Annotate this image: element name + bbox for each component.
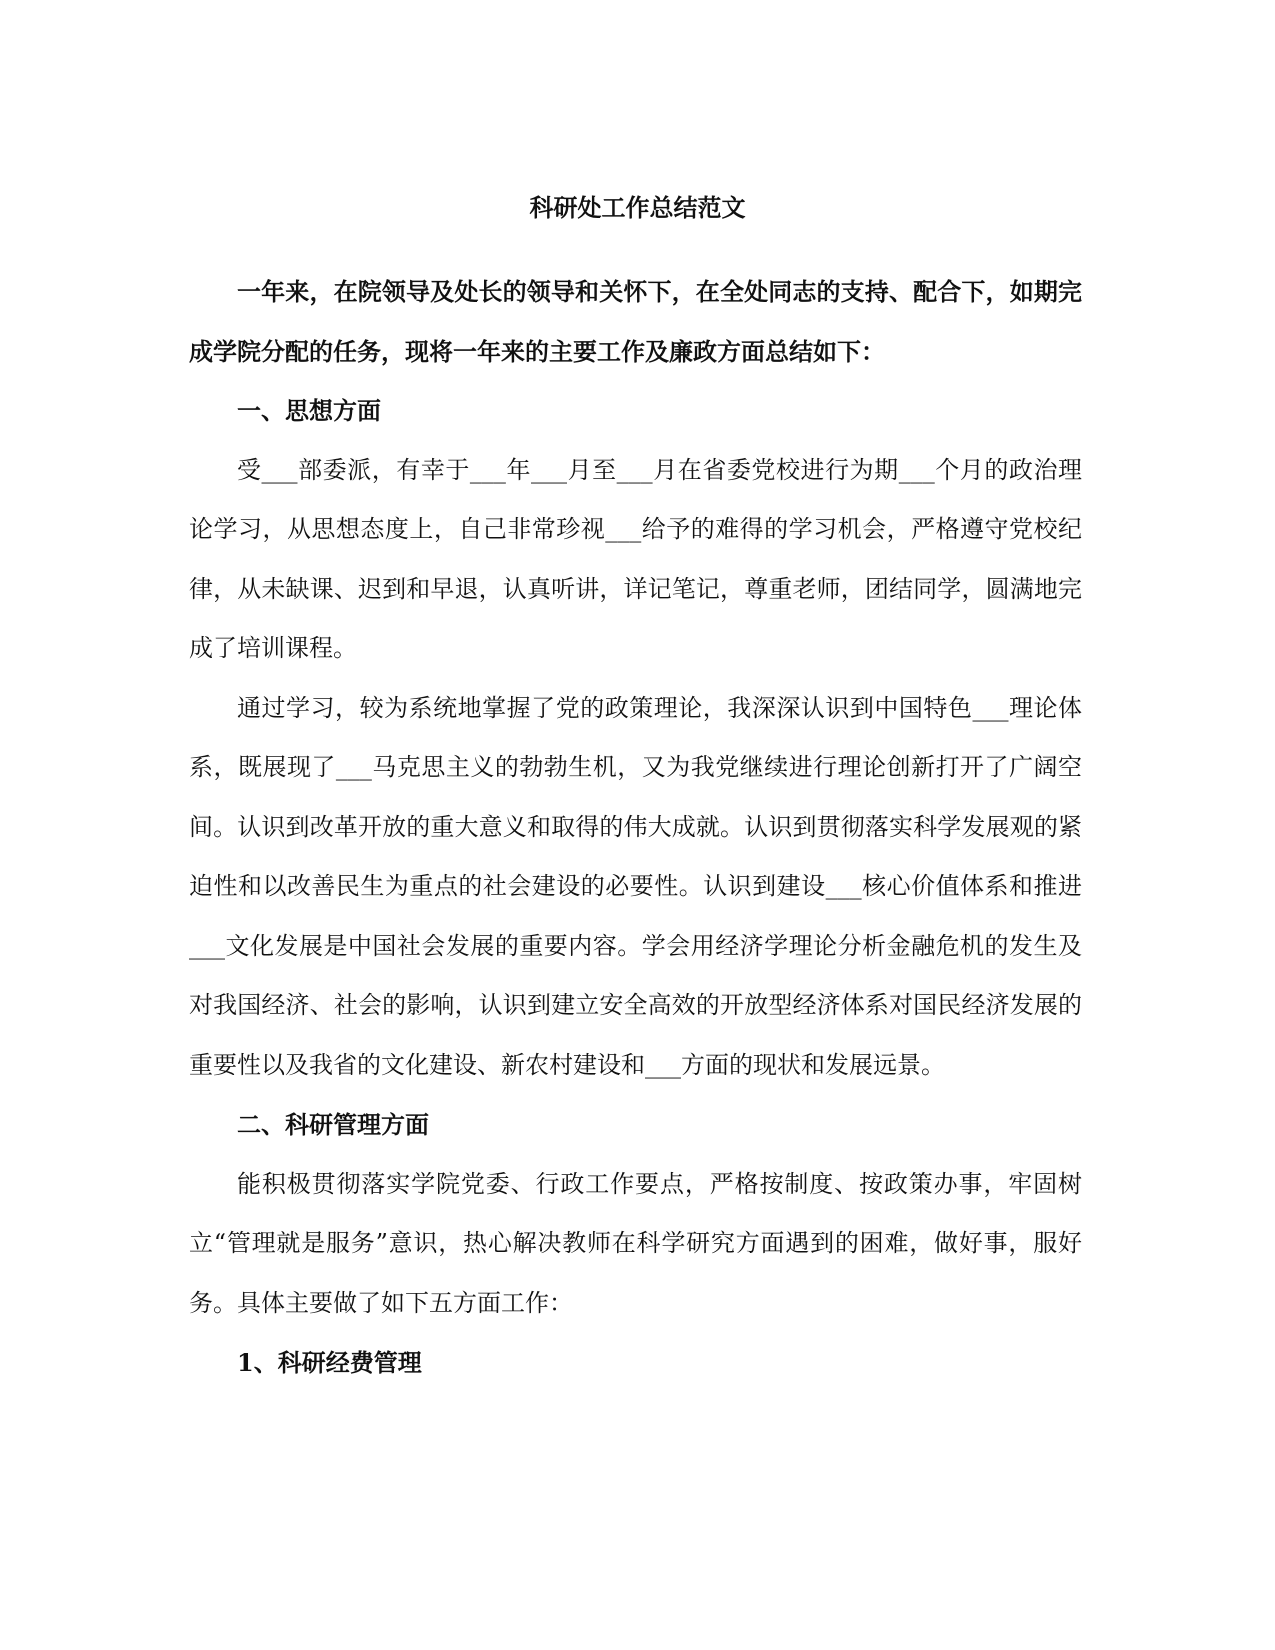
paragraph-training: 受___部委派，有幸于___年___月至___月在省委党校进行为期___个月的政治理论学习，从思想态度上，自己非常珍视___给予的难得的学习机会，严格遵守党校纪律，从未缺课、迟到和早退，认真听讲，详记笔记，尊重老师，团结同学，圆满地完成了培训课程。	[189, 455, 1082, 662]
intro-paragraph: 一年来，在院领导及处长的领导和关怀下，在全处同志的支持、配合下，如期完成学院分配的任务，现将一年来的主要工作及廉政方面总结如下：	[189, 277, 1082, 366]
subsection-heading-funding: 1、科研经费管理	[237, 1348, 422, 1377]
section-heading-research-management: 二、科研管理方面	[237, 1110, 429, 1139]
document-title: 科研处工作总结范文	[529, 193, 746, 222]
section-heading-thought: 一、思想方面	[237, 396, 381, 425]
document-body	[189, 262, 1082, 1393]
paragraph-learning-outcomes: 通过学习，较为系统地掌握了党的政策理论，我深深认识到中国特色___理论体系，既展现了___马克思主义的勃勃生机，又为我党继续进行理论创新打开了广阔空间。认识到改革开放的重大意义和取得的伟大成就。认识到贯彻落实科学发展观的紧迫性和以改善民生为重点的社会建设的必要性。认识到建设___核心价值体系和推进___文化发展是中国社会发展的重要内容。学会用经济学理论分析金融危机的发生及对我国经济、社会的影响，认识到建立安全高效的开放型经济体系对国民经济发展的重要性以及我省的文化建设、新农村建设和___方面的现状和发展远景。	[189, 693, 1082, 1079]
paragraph-management-service: 能积极贯彻落实学院党委、行政工作要点，严格按制度、按政策办事，牢固树立“管理就是服务”意识，热心解决教师在科学研究方面遇到的困难，做好事，服好务。具体主要做了如下五方面工作：	[189, 1169, 1082, 1317]
